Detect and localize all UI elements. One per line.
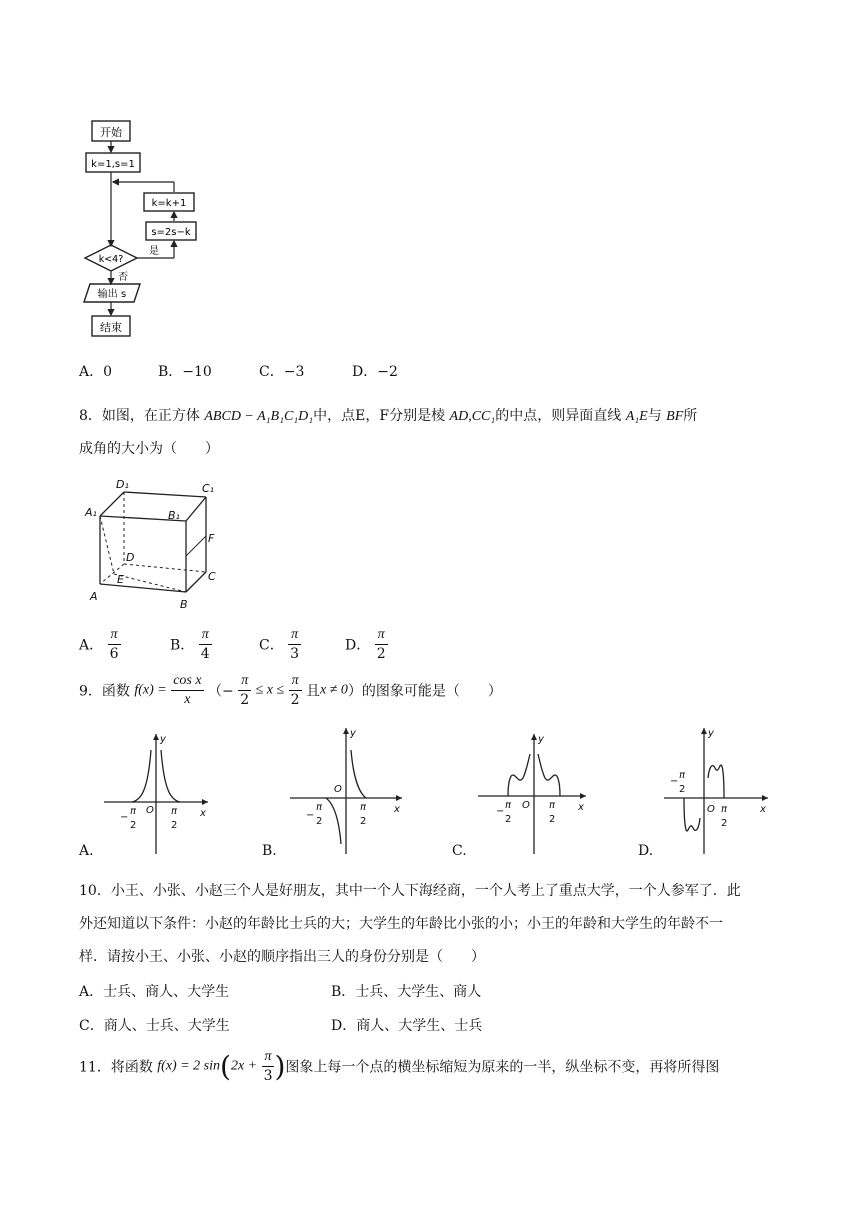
q10-option-c[interactable]: C．商人、士兵、大学生 bbox=[79, 1018, 230, 1034]
svg-text:x: x bbox=[200, 808, 206, 819]
q7-option-b[interactable]: B．−10 bbox=[158, 364, 212, 380]
paren-close: ) bbox=[274, 1050, 286, 1083]
q8-stem-line1: 8．如图，在正方体 ABCD − A₁B₁C₁D₁中，点E，F分别是棱 AD,CC₁的中点，则异面直线 A₁E与 BF所 bbox=[79, 408, 698, 424]
flow-output: 输出 s bbox=[97, 289, 127, 300]
q9-option-b-label[interactable]: B. bbox=[262, 843, 277, 859]
q9-option-c-label[interactable]: C. bbox=[452, 843, 467, 859]
svg-text:2: 2 bbox=[360, 816, 367, 827]
svg-text:x: x bbox=[578, 802, 584, 813]
svg-text:y: y bbox=[350, 728, 356, 739]
q9-graph-b[interactable] bbox=[290, 722, 410, 856]
svg-text:π: π bbox=[171, 806, 178, 817]
svg-text:2: 2 bbox=[679, 784, 686, 795]
q10-option-d[interactable]: D．商人、大学生、士兵 bbox=[331, 1018, 483, 1034]
q10-stem-line3: 样．请按小王、小张、小赵的顺序指出三人的身份分别是（ ） bbox=[79, 949, 485, 965]
q11-stem: 11．将函数 f(x) = 2 sin(2x + $\frac{\pi}{3}$ )图象上每一个点的横坐标缩短为原来的一半，纵坐标不变，再将所得图 bbox=[79, 1049, 720, 1084]
svg-text:O: O bbox=[334, 784, 342, 795]
svg-text:2: 2 bbox=[130, 820, 137, 831]
q10-option-b[interactable]: B．士兵、大学生、商人 bbox=[331, 984, 482, 1000]
svg-text:y: y bbox=[708, 728, 714, 739]
flow-condition: k<4? bbox=[98, 254, 124, 265]
svg-text:y: y bbox=[160, 734, 166, 745]
label-c1: C₁ bbox=[202, 482, 215, 495]
flow-start: 开始 bbox=[100, 126, 122, 139]
svg-text:2: 2 bbox=[721, 818, 728, 829]
paren-open: ( bbox=[220, 1050, 231, 1083]
svg-text:π: π bbox=[360, 802, 367, 813]
flow-update-s: s=2s−k bbox=[151, 227, 191, 238]
q9-option-d-label[interactable]: D. bbox=[638, 843, 654, 859]
q8-option-d[interactable]: D． $\frac{\pi}{2}$ bbox=[345, 627, 386, 662]
q9-graph-c[interactable] bbox=[478, 728, 594, 856]
q9-stem: 9．函数 f(x) = $\frac{\text{cos x}}{x}$ （− $\frac{\pi}{2}$ ≤ x ≤ $\frac{\pi}{2}$ 且x ≠ 0）的图象可能是（ ） bbox=[79, 673, 502, 708]
svg-text:−: − bbox=[120, 812, 129, 823]
flowchart-figure bbox=[76, 118, 216, 343]
svg-text:π: π bbox=[316, 802, 323, 813]
q9-graph-d[interactable] bbox=[664, 722, 774, 858]
q8-stem-line2: 成角的大小为（ ） bbox=[79, 441, 219, 457]
svg-text:x: x bbox=[394, 804, 400, 815]
svg-text:O: O bbox=[522, 800, 530, 811]
label-f: F bbox=[208, 532, 215, 545]
flow-update-k: k=k+1 bbox=[151, 198, 187, 209]
svg-text:O: O bbox=[707, 804, 715, 815]
q9-option-a-label[interactable]: A. bbox=[79, 843, 94, 859]
label-d: D bbox=[126, 551, 135, 564]
label-b: B bbox=[180, 598, 188, 611]
svg-text:π: π bbox=[130, 806, 137, 817]
flow-no: 否 bbox=[118, 272, 128, 283]
cube-figure bbox=[82, 476, 232, 616]
q10-stem-line1: 10．小王、小张、小赵三个人是好朋友，其中一个人下海经商，一个人考上了重点大学，一个人参军了．此 bbox=[79, 883, 741, 899]
label-b1: B₁ bbox=[168, 509, 180, 522]
q7-option-a[interactable]: A．0 bbox=[79, 364, 113, 380]
q8-option-c[interactable]: C． $\frac{\pi}{3}$ bbox=[259, 627, 300, 662]
svg-text:x: x bbox=[760, 804, 766, 815]
q8-option-a[interactable]: A． $\frac{\pi}{6}$ bbox=[79, 627, 119, 662]
label-c: C bbox=[208, 570, 216, 583]
q7-option-d[interactable]: D．−2 bbox=[352, 364, 398, 380]
svg-text:π: π bbox=[721, 804, 728, 815]
svg-text:π: π bbox=[549, 800, 556, 811]
flow-init: k=1,s=1 bbox=[91, 159, 135, 170]
flow-yes: 是 bbox=[149, 246, 159, 257]
svg-text:O: O bbox=[146, 805, 154, 816]
q10-option-a[interactable]: A．士兵、商人、大学生 bbox=[79, 984, 230, 1000]
q9-graph-a[interactable] bbox=[104, 728, 214, 856]
svg-text:−: − bbox=[306, 810, 315, 821]
label-d1: D₁ bbox=[116, 478, 129, 491]
svg-text:y: y bbox=[538, 734, 544, 745]
svg-text:−: − bbox=[496, 806, 505, 817]
svg-text:2: 2 bbox=[549, 814, 556, 825]
flow-end: 结束 bbox=[100, 321, 122, 334]
q8-option-b[interactable]: B． $\frac{\pi}{4}$ bbox=[170, 627, 210, 662]
svg-text:2: 2 bbox=[505, 814, 512, 825]
q10-stem-line2: 外还知道以下条件：小赵的年龄比士兵的大；大学生的年龄比小张的小；小王的年龄和大学生的年龄不一 bbox=[79, 916, 723, 932]
svg-text:π: π bbox=[505, 800, 512, 811]
svg-text:2: 2 bbox=[171, 820, 178, 831]
svg-text:−: − bbox=[670, 776, 679, 787]
q7-option-c[interactable]: C．−3 bbox=[259, 364, 305, 380]
svg-text:π: π bbox=[679, 770, 686, 781]
label-a1: A₁ bbox=[85, 506, 97, 519]
label-a: A bbox=[90, 590, 98, 603]
svg-text:2: 2 bbox=[316, 816, 323, 827]
label-e: E bbox=[117, 573, 124, 586]
